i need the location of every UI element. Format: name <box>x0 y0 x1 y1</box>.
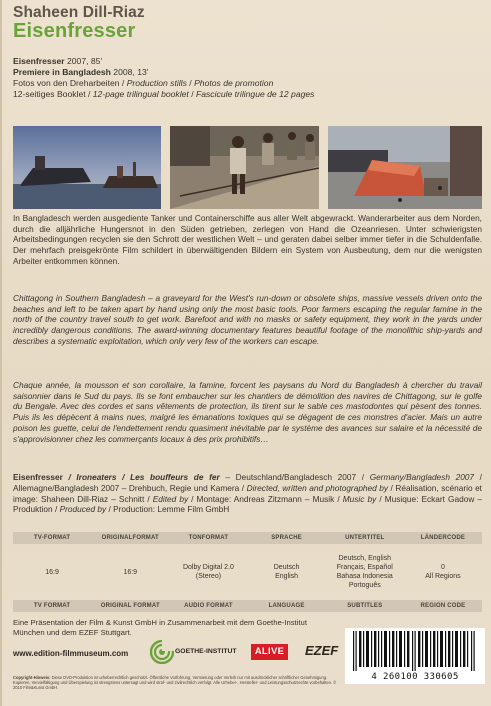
spec-footer-audio-format: AUDIO FORMAT <box>184 603 233 609</box>
spec-footer-original-format: ORIGINAL FORMAT <box>100 603 160 609</box>
still-ship-wreck-on-beach <box>328 126 482 209</box>
presentation-note: Eine Präsentation der Film & Kunst GmbH in Zusammenarbeit mit dem Goethe-Institut München und dem EZEF Stuttgart. <box>13 618 307 637</box>
contents-item-premiere: Premiere in Bangladesh 2008, 13' <box>13 67 149 77</box>
synopsis-french: Chaque année, la mousson et son corollaire, la famine, forcent les paysans du Nord du Bangladesh à chercher du travail saisonnier dans le Sud du pays. Ils se font embaucher sur les chantiers de démolition des navires de Chittagong, sur le golfe du Bengale. Avec des cordes et sans vêtements de protection, ils tirent sur le sable ces mastodontes qui pèsent des tonnes. Puis ils les dépècent à mains nues, malgré les émanations toxiques qui se dégagent de ces monstres d'acier. Mais un autre poison les guette, celui de l'endettement rendu quasiment inévitable par le système des avances sur salaire et la nécessité de s'approvisionner chez les commerçants locaux à des prix prohibitifs… <box>13 380 482 444</box>
spec-footer-tv-format: TV FORMAT <box>33 603 71 609</box>
contents-item-booklet: 12-seitiges Booklet / 12-page trilingual booklet / Fascicule trilingue de 12 pages <box>13 89 315 99</box>
author-name: Shaheen Dill-Riaz <box>13 4 145 21</box>
spec-value-original-format: 16:9 <box>123 568 138 576</box>
synopsis-german: In Bangladesch werden ausgediente Tanker und Containerschiffe aus aller Welt abgewrackt. Wanderarbeiter aus dem Norden, durch die alljährliche Hungersnot in den Süden getrieben, zerlegen von Hand die Ozeanriesen. Unter schwierigsten Arbeitsbedingungen recyclen sie den Schrott der westlichen Welt – und geraten dabei selber immer tiefer in die Schuldenfalle. Der mehrfach preisgekrönte Film schildert in überwältigenden Bildern ein System von Ausbeutung, dem nur die wenigsten Arbeiter entkommen können. <box>13 213 482 266</box>
technical-specs-table <box>13 532 482 612</box>
spec-header-original-format: ORIGINALFORMAT <box>101 535 159 541</box>
spec-header-audio-format: TONFORMAT <box>188 535 229 541</box>
still-workers-pulling-rope <box>170 126 319 209</box>
production-stills <box>13 126 482 209</box>
spec-header-subtitles: UNTERTITEL <box>345 535 385 541</box>
spec-value-region-code: 0 All Regions <box>425 564 461 580</box>
spec-footer-subtitles: SUBTITLES <box>347 603 383 609</box>
film-title: Eisenfresser <box>13 20 136 42</box>
spec-value-audio-format: Dolby Digital 2.0 (Stereo) <box>182 564 234 580</box>
specs-footer-row <box>13 600 482 612</box>
contents-item-photos: Fotos von den Dreharbeiten / Production stills / Photos de promotion <box>13 78 274 88</box>
ean-barcode <box>345 628 485 684</box>
spec-header-tv-format: TV-FORMAT <box>33 535 71 541</box>
still-ship-at-sea <box>13 126 161 209</box>
spec-header-region-code: LÄNDERCODE <box>420 535 466 541</box>
barcode-number: 4 260100 330605 <box>371 672 459 682</box>
film-credits: Eisenfresser / Ironeaters / Les bouffeurs de fer – Deutschland/Bangladesch 2007 / Germany/Bangladesh 2007 / Allemagne/Bangladesh 2007 – Drehbuch, Regie und Kamera / Directed, written and photographed by / Réalisation, scénario et image: Shaheen Dill-Riaz – Schnitt / Edited by / Montage: Andreas Zitzmann – Musik / Music by / Musique: Eckart Gadow – Produktion / Produced by / Production: Lemme Film GmbH <box>13 472 483 515</box>
spec-value-subtitles: Deutsch, English Français, Español Bahasa Indonesia Portoguês <box>336 555 393 589</box>
spec-footer-region-code: REGION CODE <box>420 603 466 609</box>
contents-item-film: Eisenfresser 2007, 85' <box>13 56 103 66</box>
ezef-logo: EZEF <box>305 643 339 658</box>
website-url: www.edition-filmmuseum.com <box>13 649 129 658</box>
barcode-bars-icon <box>351 631 479 671</box>
spec-footer-language: LANGUAGE <box>268 603 305 609</box>
goethe-swirl-icon <box>150 640 174 664</box>
spec-header-language: SPRACHE <box>271 535 302 541</box>
spec-value-language: Deutsch English <box>273 564 300 580</box>
spec-value-tv-format: 16:9 <box>45 568 59 576</box>
contents-list <box>13 56 314 100</box>
specs-header-row <box>13 532 482 544</box>
alive-logo: ALIVE <box>251 644 288 660</box>
goethe-institut-logo: GOETHE-INSTITUT <box>150 638 240 666</box>
specs-value-row <box>13 544 482 600</box>
copyright-notice: Copyright-Hinweis: Diese DVD-Produktion ist urheberrechtlich geschützt. Öffentliche Vorführung, Vermietung oder Verleih nur mit ausdrücklicher schriftlicher Genehmigung. Kopieren, Vervielfältigung und Überspielung ist strengstens untersagt und wird straf- und zivilrechtlich verfolgt. Alle Urheber-, Hersteller- und Leistungsschutzrechte vorbehalten. © 2010 Film&Kunst GmbH. <box>13 675 337 691</box>
synopsis-english: Chittagong in Southern Bangladesh – a graveyard for the West's run-down or obsolete ships, massive vessels driven onto the beaches and left to be taken apart by hand using only the most basic tools. Poor farmers escaping the regular famine in the north of the country travel south to get work. Barefoot and with no masks or safety equipment, they work in the yards under incredibly dangerous conditions. The award-winning documentary features beautiful footage of the monolithic ship-yards and describes a systematic exploitation, which only very few of the workers can escape. <box>13 293 482 346</box>
